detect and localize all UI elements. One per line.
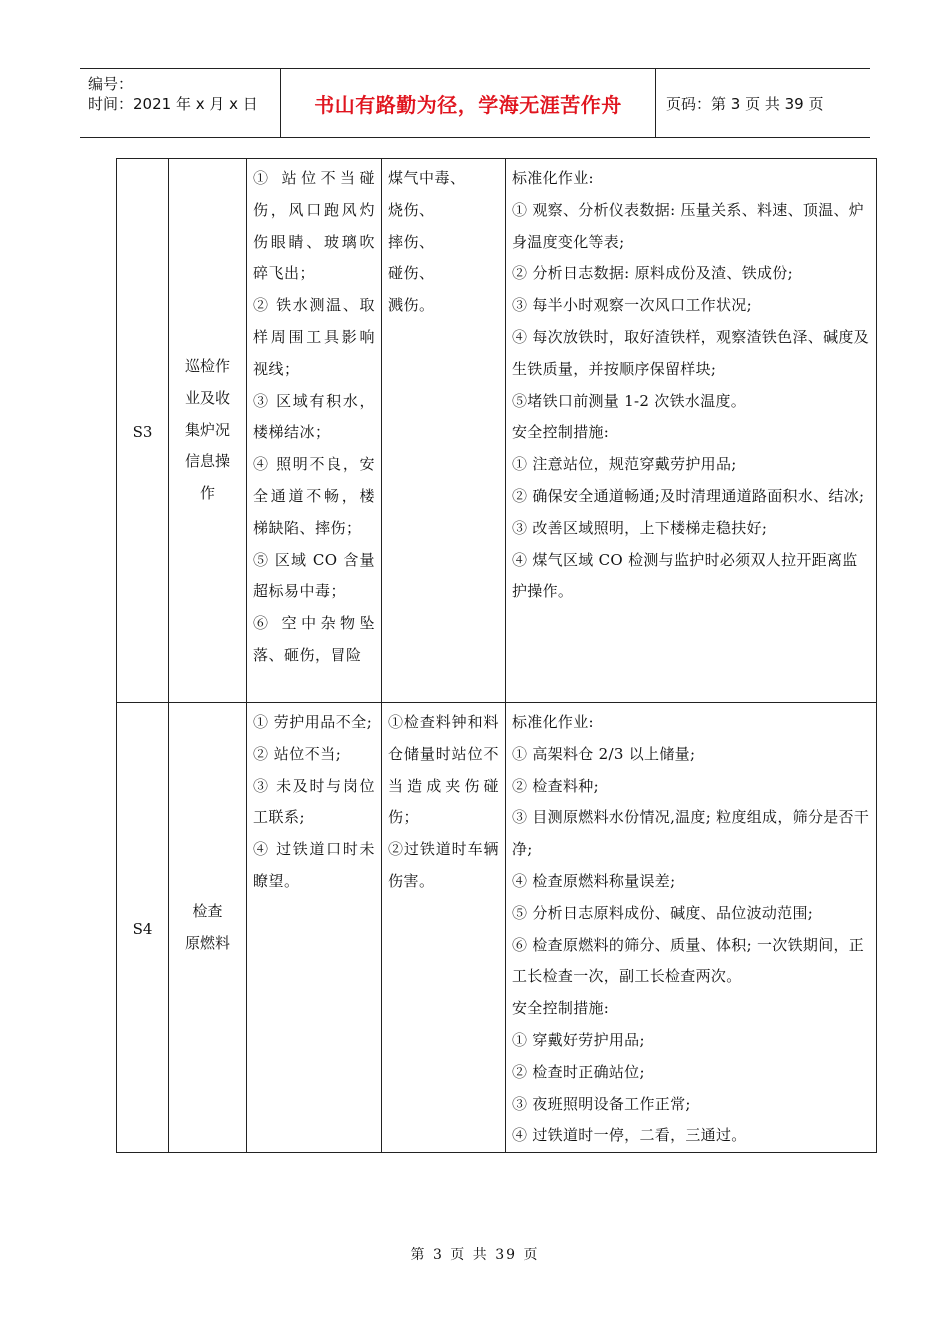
list-item: ③ 目测原燃料水份情况,温度; 粒度组成，筛分是否干净;	[512, 808, 870, 859]
list-item: ① 穿戴好劳护用品;	[512, 1030, 645, 1049]
motto: 书山有路勤为径，学海无涯苦作舟	[280, 69, 656, 137]
list-item: 煤气中毒、	[388, 169, 466, 187]
list-item: ② 确保安全通道畅通;及时清理通道路面积水、结冰;	[512, 486, 865, 505]
list-item: ② 铁水测温、取样周围工具影响视线；	[253, 296, 375, 378]
step-code: S3	[117, 159, 169, 703]
list-item: ③ 每半小时观察一次风口工作状况;	[512, 296, 752, 315]
list-item: 标准化作业:	[512, 713, 594, 731]
header-left	[80, 69, 280, 137]
list-item: 溅伤。	[388, 296, 435, 315]
list-item: ⑥ 空中杂物坠落、砸伤，冒险	[253, 614, 375, 664]
list-item: ⑤ 分析日志原料成份、碱度、品位波动范围;	[512, 903, 814, 922]
measure-list	[506, 703, 877, 1153]
list-item: 烧伤、	[388, 200, 435, 219]
list-item: ② 站位不当;	[253, 744, 342, 763]
hazard-list	[247, 159, 382, 703]
list-item: ① 劳护用品不全;	[253, 713, 373, 731]
list-item: ⑥ 检查原燃料的筛分、质量、体积; 一次铁期间，正工长检查一次，副工长检查两次。	[512, 935, 865, 986]
list-item: ⑤ 区域 CO 含量超标易中毒；	[253, 550, 375, 601]
page-label: 页码：第 3 页 共 39 页	[666, 94, 824, 113]
list-item: ③ 改善区域照明，上下楼梯走稳扶好;	[512, 518, 768, 537]
table-row	[117, 703, 877, 1153]
task-name: 检查 原燃料	[169, 703, 247, 1153]
list-item: ④ 煤气区域 CO 检测与监护时必须双人拉开距离监护操作。	[512, 550, 858, 601]
list-item: ① 观察、分析仪表数据: 压量关系、料速、顶温、炉身温度变化等表;	[512, 200, 865, 251]
list-item: ① 注意站位，规范穿戴劳护用品;	[512, 455, 737, 474]
time-label: 时间：2021 年 x 月 x 日	[88, 95, 258, 113]
list-item: ③ 未及时与岗位工联系;	[253, 776, 375, 827]
list-item: ①检查料钟和料仓储量时站位不当造成夹伤碰伤；	[388, 713, 499, 827]
list-item: ③ 区域有积水，楼梯结冰；	[253, 391, 375, 442]
list-item: 安全控制措施:	[512, 423, 610, 442]
list-item: 碰伤、	[388, 264, 435, 283]
list-item: ②过铁道时车辆伤害。	[388, 840, 499, 890]
list-item: ④ 照明不良，安全通道不畅，楼梯缺陷、摔伤；	[253, 455, 375, 537]
consequence-list	[382, 703, 506, 1153]
step-code: S4	[117, 703, 169, 1153]
list-item: ② 分析日志数据: 原料成份及渣、铁成份;	[512, 264, 793, 283]
table-row	[117, 159, 877, 703]
risk-table	[116, 158, 877, 1153]
list-item: ② 检查时正确站位;	[512, 1062, 645, 1081]
list-item: 摔伤、	[388, 232, 435, 251]
list-item: ⑤堵铁口前测量 1-2 次铁水温度。	[512, 391, 747, 410]
page-header	[80, 68, 870, 138]
list-item: ② 检查料种;	[512, 776, 599, 795]
list-item: ④ 检查原燃料称量误差;	[512, 871, 676, 890]
list-item: ① 高架料仓 2/3 以上储量;	[512, 744, 696, 763]
page-footer: 第 3 页 共 39 页	[410, 1247, 540, 1263]
number-label: 编号：	[88, 75, 134, 93]
list-item: ④ 过铁道口时未瞭望。	[253, 840, 375, 890]
list-item: 标准化作业:	[512, 169, 594, 187]
list-item: ③ 夜班照明设备工作正常;	[512, 1094, 691, 1113]
list-item: ④ 过铁道时一停，二看，三通过。	[512, 1126, 747, 1145]
consequence-list	[382, 159, 506, 703]
list-item: ① 站位不当碰伤，风口跑风灼伤眼睛、玻璃吹碎飞出；	[253, 169, 375, 283]
task-name: 巡检作 业及收 集炉况 信息操 作	[169, 159, 247, 703]
list-item: ④ 每次放铁时，取好渣铁样，观察渣铁色泽、碱度及生铁质量，并按顺序保留样块;	[512, 327, 869, 378]
hazard-list	[247, 703, 382, 1153]
list-item: 安全控制措施:	[512, 999, 610, 1018]
measure-list	[506, 159, 877, 703]
